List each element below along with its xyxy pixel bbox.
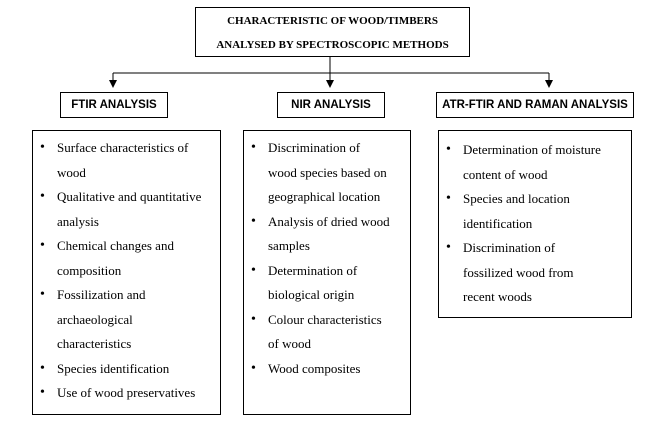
list-item [33,234,220,283]
atr-raman-heading: ATR-FTIR AND RAMAN ANALYSIS [442,99,628,111]
list-item-line: of wood [268,336,311,351]
nir-heading-box [277,92,385,118]
list-item-line: recent woods [463,289,532,304]
ftir-heading: FTIR ANALYSIS [71,99,157,111]
list-item-line: Discrimination of [268,140,361,155]
list-item-line: Determination of moisture [463,142,601,157]
list-item-line: Qualitative and quantitative [57,189,202,204]
list-item [244,308,410,357]
list-item [244,259,410,308]
list-item [33,185,220,234]
list-item-line: Surface characteristics of [57,140,189,155]
list-item-line: Species identification [57,360,170,376]
list-item [244,357,410,382]
nir-heading: NIR ANALYSIS [291,99,371,111]
list-item-line: fossilized wood from [463,264,574,280]
ftir-list-box [32,130,221,415]
list-item-line: wood [57,164,86,180]
list-item-line: Chemical changes and [57,238,174,253]
list-item-line: samples [268,238,310,253]
list-item-line: Use of wood preservatives [57,385,196,400]
list-item [439,138,631,187]
diagram-title-line-2: ANALYSED BY SPECTROSCOPIC METHODS [216,39,449,51]
list-item-line: characteristics [57,336,132,351]
list-item [33,357,220,382]
nir-list [244,136,410,381]
list-item-line: biological origin [268,287,355,302]
list-item [244,136,410,210]
list-item-line: composition [57,262,122,278]
list-item-line: analysis [57,213,99,229]
list-item [33,283,220,357]
list-item-line: Species and location [463,191,570,206]
list-item-line: Fossilization and [57,287,146,302]
nir-list-box [243,130,411,415]
ftir-heading-box [60,92,168,118]
list-item-line: geographical location [268,189,381,204]
list-item [33,381,220,406]
atr-raman-heading-box [436,92,634,118]
list-item-line: Colour characteristics [268,311,382,327]
list-item-line: content of wood [463,166,548,182]
list-item [33,136,220,185]
list-item [439,236,631,310]
ftir-list [33,136,220,406]
list-item-line: Analysis of dried wood [268,213,390,229]
list-item-line: identification [463,215,533,231]
list-item-line: Determination of [268,262,358,278]
list-item-line: Wood composites [268,360,361,376]
list-item-line: archaeological [57,311,133,327]
diagram-title-box [195,7,470,57]
atr-raman-list-box [438,130,632,318]
list-item-line: Discrimination of [463,240,556,255]
atr-raman-list [439,138,631,310]
diagram-title-line-1: CHARACTERISTIC OF WOOD/TIMBERS [227,15,438,27]
list-item-line: wood species based on [268,164,387,180]
list-item [439,187,631,236]
list-item [244,210,410,259]
